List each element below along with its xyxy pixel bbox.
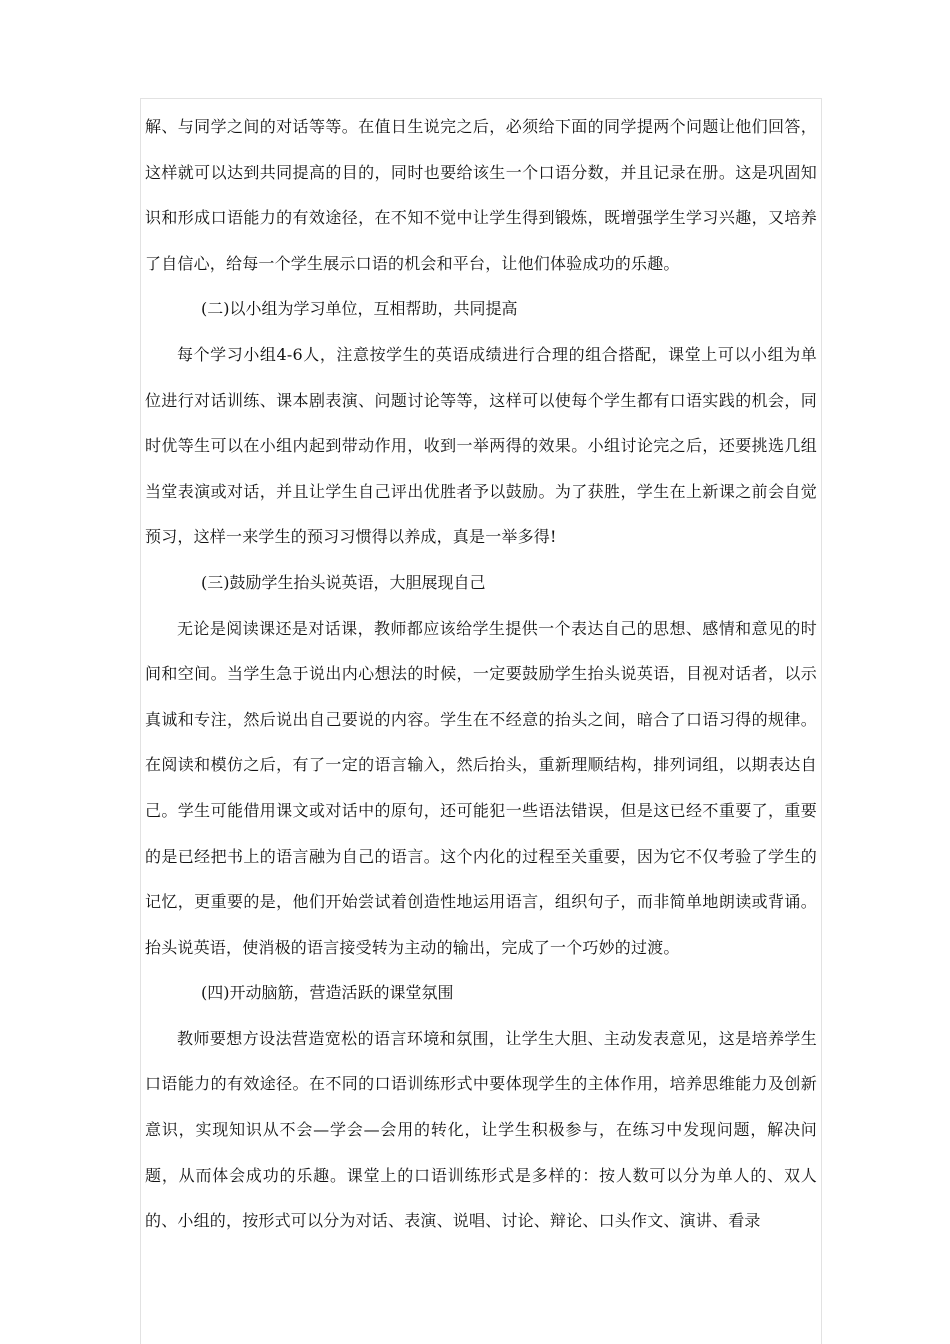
paragraph-speak-english: 无论是阅读课还是对话课，教师都应该给学生提供一个表达自己的思想、感情和意见的时间和空间。当学生急于说出内心想法的时候，一定要鼓励学生抬头说英语，目视对话者，以示真诚和专注，然后说出自己要说的内容。学生在不经意的抬头之间，暗合了口语习得的规律。在阅读和模仿之后，有了一定的语言输入，然后抬头，重新理顺结构，排列词组，以期表达自己。学生可能借用课文或对话中的原句，还可能犯一些语法错误，但是这已经不重要了，重要的是已经把书上的语言融为自己的语言。这个内化的过程至关重要，因为它不仅考验了学生的记忆，更重要的是，他们开始尝试着创造性地运用语言，组织句子，而非简单地朗读或背诵。抬头说英语，使消极的语言接受转为主动的输出，完成了一个巧妙的过渡。 xyxy=(145,618,817,957)
section-heading-4: (四)开动脑筋，营造活跃的课堂氛围 xyxy=(201,983,454,1003)
document-body xyxy=(145,104,817,1244)
paragraph-group-learning: 每个学习小组4-6人，注意按学生的英语成绩进行合理的组合搭配，课堂上可以小组为单位进行对话训练、课本剧表演、问题讨论等等，这样可以使每个学生都有口语实践的机会，同时优等生可以在小组内起到带动作用，收到一举两得的效果。小组讨论完之后，还要挑选几组当堂表演或对话，并且让学生自己评出优胜者予以鼓励。为了获胜，学生在上新课之前会自觉预习，这样一来学生的预习习惯得以养成，真是一举多得! xyxy=(145,344,817,547)
paragraph-classroom-atmosphere: 教师要想方设法营造宽松的语言环境和氛围，让学生大胆、主动发表意见，这是培养学生口语能力的有效途径。在不同的口语训练形式中要体现学生的主体作用，培养思维能力及创新意识，实现知识从不会—学会—会用的转化，让学生积极参与，在练习中发现问题，解决问题，从而体会成功的乐趣。课堂上的口语训练形式是多样的：按人数可以分为单人的、双人的、小组的，按形式可以分为对话、表演、说唱、讨论、辩论、口头作文、演讲、看录 xyxy=(145,1028,817,1231)
section-heading-3: (三)鼓励学生抬头说英语，大胆展现自己 xyxy=(201,572,486,592)
section-heading-2: (二)以小组为学习单位，互相帮助，共同提高 xyxy=(201,299,518,319)
paragraph-continuation: 解、与同学之间的对话等等。在值日生说完之后，必须给下面的同学提两个问题让他们回答，这样就可以达到共同提高的目的，同时也要给该生一个口语分数，并且记录在册。这是巩固知识和形成口语能力的有效途径，在不知不觉中让学生得到锻炼，既增强学生学习兴趣，又培养了自信心，给每一个学生展示口语的机会和平台，让他们体验成功的乐趣。 xyxy=(145,117,817,273)
